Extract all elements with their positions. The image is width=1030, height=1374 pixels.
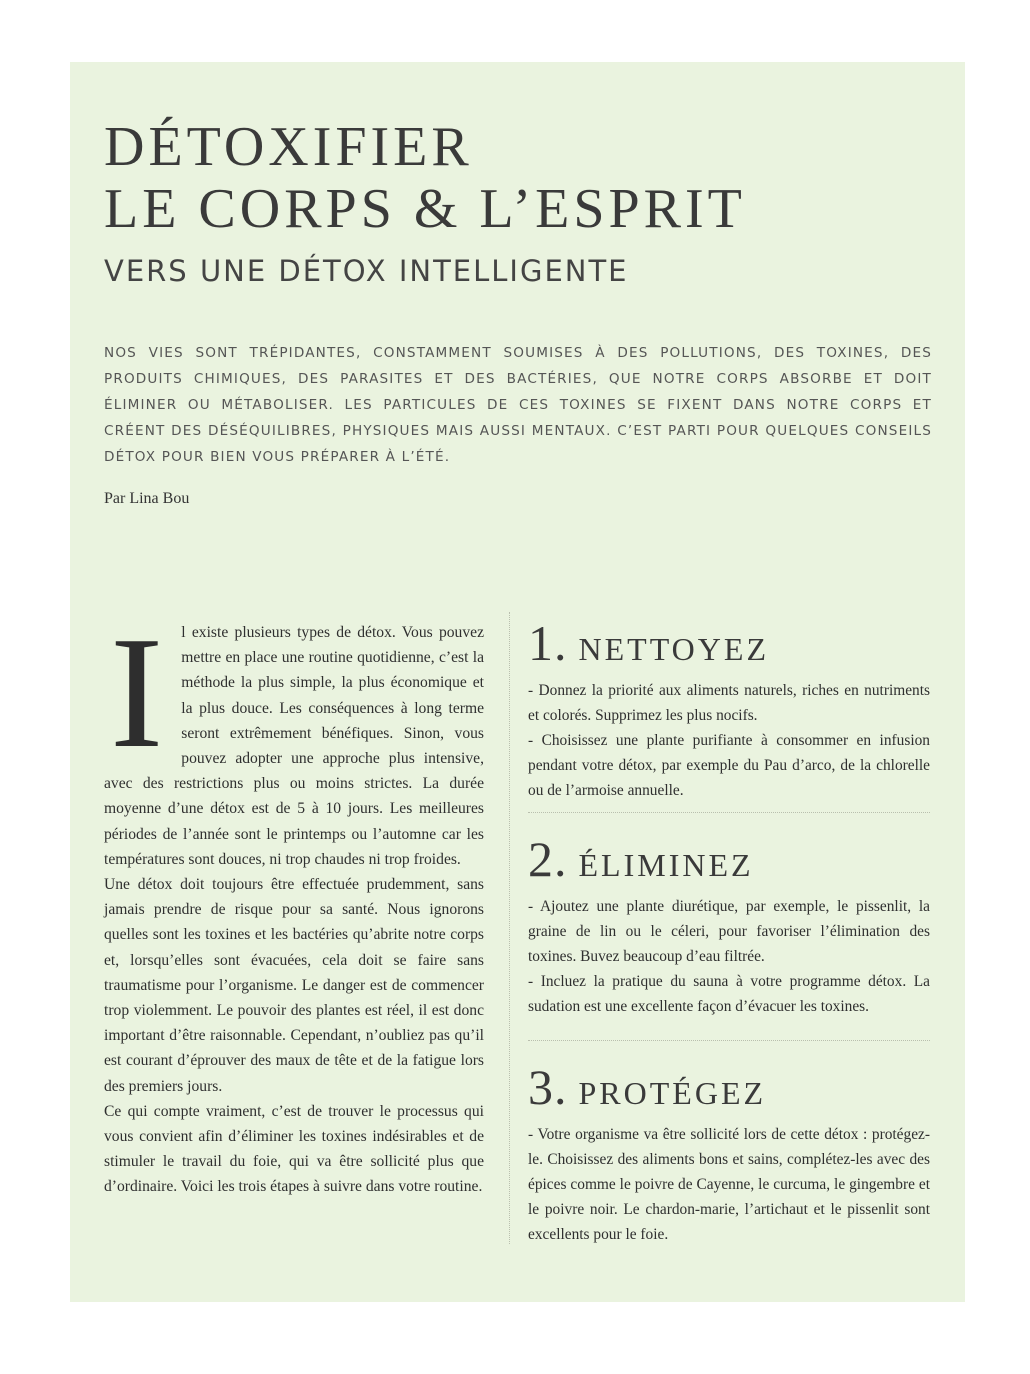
title-line-1: DÉTOXIFIER: [104, 116, 473, 178]
step-heading: [528, 830, 930, 888]
step-heading: [528, 1058, 930, 1116]
title-line-2: LE CORPS & L’ESPRIT: [104, 178, 746, 240]
step-dot: .: [554, 1059, 567, 1115]
main-text-column: [104, 603, 484, 1200]
step-nettoyez: [528, 614, 930, 803]
column-divider: [509, 612, 510, 1244]
intro-paragraph: NOS VIES SONT TRÉPIDANTES, CONSTAMMENT SOUMISES À DES POLLUTIONS, DES TOXINES, DES PRODUITS CHIMIQUES, DES PARASITES ET DES BACTÉRIES, QUE NOTRE CORPS ABSORBE ET DOIT ÉLIMINER OU MÉTABOLISER. LES PARTICULES DE CES TOXINES SE FIXENT DANS NOTRE CORPS ET CRÉENT DES DÉSÉQUILIBRES, PHYSIQUES MAIS AUSSI MENTAUX. C’EST PARTI POUR QUELQUES CONSEILS DÉTOX POUR BIEN VOUS PRÉPARER À L’ÉTÉ.: [104, 345, 932, 465]
step-line: - Votre organisme va être sollicité lors de cette détox : protégez-le. Choisissez des aliments bons et sains, complétez-les avec des épices comme le poivre de Cayenne, le curcuma, le gingembre et le poivre noir. Le chardon-marie, l’artichaut et le pissenlit sont excellents pour le foie.: [528, 1126, 930, 1243]
step-line: - Ajoutez une plante diurétique, par exemple, le pissenlit, la graine de lin ou le céleri, pour favoriser l’élimination des toxines. Buvez beaucoup d’eau filtrée.: [528, 898, 930, 965]
step-dot: .: [554, 615, 567, 671]
body-paragraph-3: Ce qui compte vraiment, c’est de trouver le processus qui vous convient afin d’éliminer les toxines indésirables et de stimuler le travail du foie, qui va être sollicité plus que d’ordinaire. Voici les trois étapes à suivre dans votre routine.: [104, 1102, 484, 1196]
step-line: - Incluez la pratique du sauna à votre programme détox. La sudation est une excellente façon d’évacuer les toxines.: [528, 973, 930, 1015]
step-separator: [528, 1040, 930, 1041]
step-dot: .: [554, 831, 567, 887]
article-subtitle: VERS UNE DÉTOX INTELLIGENTE: [104, 254, 629, 288]
step-line: - Donnez la priorité aux aliments naturels, riches en nutriments et colorés. Supprimez les plus nocifs.: [528, 682, 930, 724]
step-eliminez: [528, 830, 930, 1019]
article-title: [104, 116, 746, 240]
step-line: - Choisissez une plante purifiante à consommer en infusion pendant votre détox, par exemple du Pau d’arco, de la chlorelle ou de l’armoise annuelle.: [528, 732, 930, 799]
step-title: NETTOYEZ: [578, 631, 769, 667]
step-title: PROTÉGEZ: [578, 1075, 767, 1111]
step-number: 3: [528, 1059, 554, 1115]
step-heading: [528, 614, 930, 672]
body-paragraph-1: l existe plusieurs types de détox. Vous pouvez mettre en place une routine quotidienne, c’est la méthode la plus simple, la plus économique et la plus douce. Les conséquences à long terme seront extrêmement bénéfiques. Sinon, vous pouvez adopter une approche plus intensive, avec des restrictions plus ou moins strictes. La durée moyenne d’une détox est de 5 à 10 jours. Les meilleures périodes de l’année sont le printemps ou l’automne car les températures sont douces, ni trop chaudes ni trop froides.: [104, 624, 484, 868]
body-paragraph-2: Une détox doit toujours être effectuée prudemment, sans jamais prendre de risque pour sa santé. Nous ignorons quelles sont les toxines et les bactéries qu’abrite notre corps et, lorsqu’elles sont évacuées, cela doit se faire sans traumatisme pour l’organisme. Le danger est de commencer trop violemment. Le pouvoir des plantes est réel, il est donc important d’être raisonnable. Cependant, n’oubliez pas qu’il est courant d’éprouver des maux de tête et de la fatigue lors des premiers jours.: [104, 876, 484, 1095]
step-title: ÉLIMINEZ: [578, 847, 754, 883]
step-protegez: [528, 1058, 930, 1247]
drop-cap: I: [110, 603, 164, 781]
step-number: 2: [528, 831, 554, 887]
byline: Par Lina Bou: [104, 490, 190, 507]
step-separator: [528, 812, 930, 813]
step-number: 1: [528, 615, 554, 671]
